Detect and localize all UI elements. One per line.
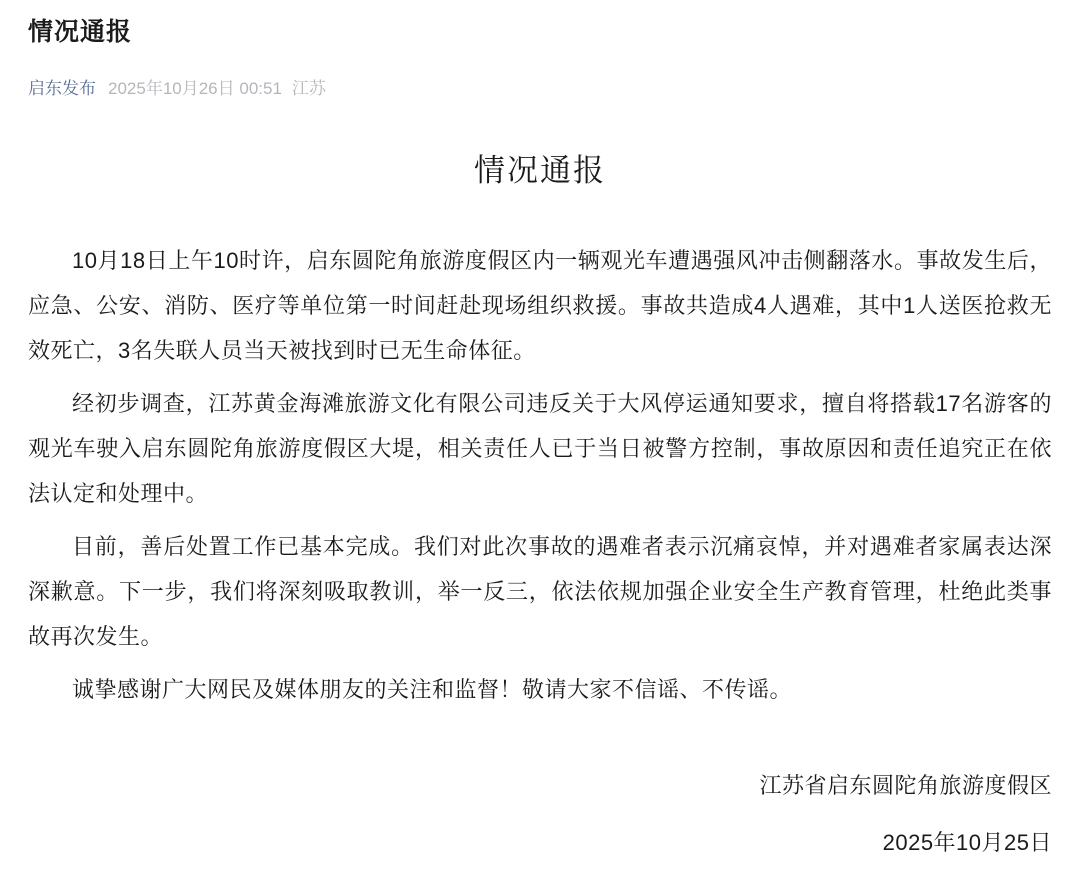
issuer-signature: 江苏省启东圆陀角旅游度假区 <box>759 773 1052 798</box>
account-name-link[interactable]: 启东发布 <box>28 79 96 98</box>
paragraph-thanks: 诚挚感谢广大网民及媒体朋友的关注和监督！敬请大家不信谣、不传谣。 <box>72 677 793 702</box>
article-body <box>28 238 1052 865</box>
paragraph-incident: 10月18日上午10时许，启东圆陀角旅游度假区内一辆观光车遭遇强风冲击侧翻落水。事故发生后，应急、公安、消防、医疗等单位第一时间赶赴现场组织救援。事故共造成4人遇难，其中1人送医抢救无效死亡，3名失联人员当天被找到时已无生命体征。 <box>28 248 1052 363</box>
article-meta <box>28 77 1052 101</box>
paragraph-aftermath: 目前，善后处置工作已基本完成。我们对此次事故的遇难者表示沉痛哀悼，并对遇难者家属表达深深歉意。下一步，我们将深刻吸取教训，举一反三，依法依规加强企业安全生产教育管理，杜绝此类事故再次发生。 <box>28 534 1052 649</box>
article-title: 情况通报 <box>474 153 606 188</box>
publish-time: 2025年10月26日 00:51 <box>108 79 282 98</box>
publish-location: 江苏 <box>291 79 326 98</box>
page-title: 情况通报 <box>28 18 133 46</box>
issue-date: 2025年10月25日 <box>882 830 1052 855</box>
paragraph-investigation: 经初步调查，江苏黄金海滩旅游文化有限公司违反关于大风停运通知要求，擅自将搭载17名游客的观光车驶入启东圆陀角旅游度假区大堤，相关责任人已于当日被警方控制，事故原因和责任追究正在依法认定和处理中。 <box>28 391 1052 506</box>
